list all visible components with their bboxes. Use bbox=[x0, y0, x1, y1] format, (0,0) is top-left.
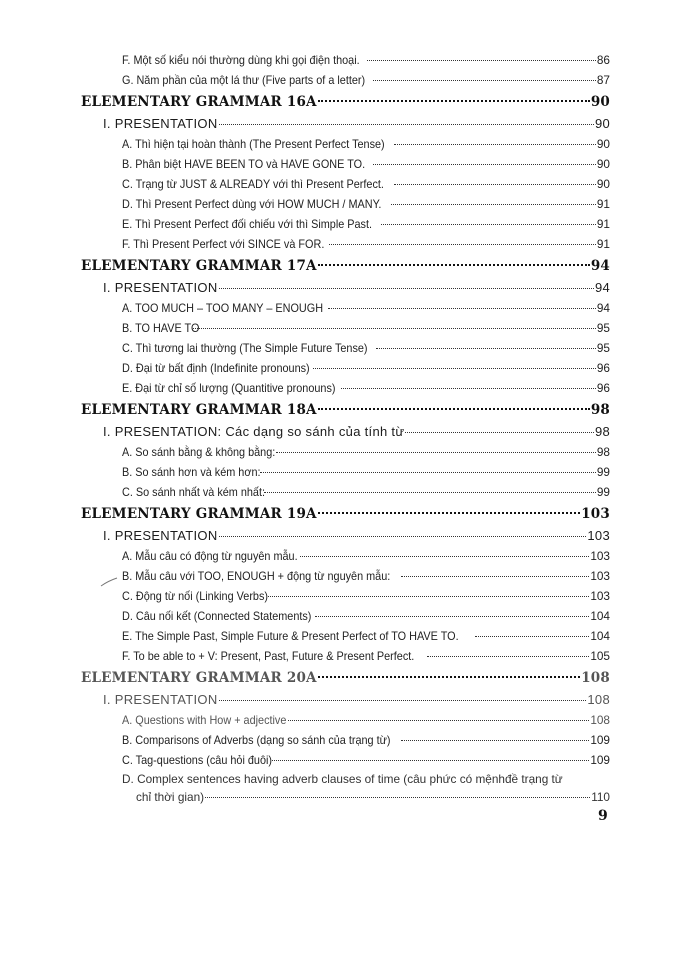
dot-leader bbox=[219, 124, 594, 125]
toc-item-label: B. Phân biệt HAVE BEEN TO và HAVE GONE TO. bbox=[122, 157, 366, 171]
dot-leader bbox=[300, 556, 589, 557]
toc-page-number: 90 bbox=[596, 177, 610, 191]
toc-item-label: C. Thì tương lai thường (The Simple Future Tense) bbox=[122, 341, 368, 355]
toc-item-label: C. Động từ nối (Linking Verbs) bbox=[122, 589, 269, 603]
table-of-contents bbox=[81, 50, 610, 806]
toc-item[interactable] bbox=[81, 586, 610, 606]
toc-page-number: 99 bbox=[596, 485, 610, 499]
toc-page-number: 94 bbox=[596, 301, 610, 315]
toc-item[interactable] bbox=[81, 750, 610, 770]
dot-leader bbox=[475, 636, 589, 637]
toc-page-number: 95 bbox=[596, 321, 610, 335]
toc-page-number: 86 bbox=[596, 53, 610, 67]
toc-item[interactable] bbox=[81, 482, 610, 502]
toc-item-label: F. Một số kiểu nói thường dùng khi gọi điện thoại. bbox=[122, 53, 360, 67]
toc-page-number: 98 bbox=[594, 424, 610, 439]
dot-leader bbox=[318, 676, 580, 678]
toc-item[interactable] bbox=[81, 606, 610, 626]
toc-chapter-heading[interactable] bbox=[81, 666, 610, 690]
dot-leader bbox=[313, 368, 596, 369]
toc-page-number: 108 bbox=[590, 713, 610, 727]
toc-item-label: C. So sánh nhất và kém nhất: bbox=[122, 485, 265, 499]
dot-leader bbox=[381, 224, 596, 225]
dot-leader bbox=[219, 700, 587, 701]
toc-item[interactable] bbox=[81, 566, 610, 586]
dot-leader bbox=[318, 512, 580, 514]
dot-leader bbox=[367, 60, 596, 61]
dot-leader bbox=[193, 328, 596, 329]
dot-leader bbox=[427, 656, 590, 657]
dot-leader bbox=[341, 388, 596, 389]
toc-page-number: 109 bbox=[590, 733, 610, 747]
toc-item-label: C. Tag-questions (câu hỏi đuôi) bbox=[122, 753, 273, 767]
dot-leader bbox=[401, 740, 589, 741]
toc-item[interactable] bbox=[81, 298, 610, 318]
toc-item[interactable] bbox=[81, 174, 610, 194]
toc-item[interactable] bbox=[81, 338, 610, 358]
toc-part[interactable] bbox=[81, 526, 610, 546]
toc-page-number: 99 bbox=[596, 465, 610, 479]
toc-item-label: A. TOO MUCH – TOO MANY – ENOUGH bbox=[122, 301, 324, 315]
dot-leader bbox=[328, 308, 596, 309]
toc-item-label: B. So sánh hơn và kém hơn: bbox=[122, 465, 261, 479]
toc-page-number: 105 bbox=[590, 649, 610, 663]
toc-item-label: D. Đại từ bất định (Indefinite pronouns) bbox=[122, 361, 310, 375]
toc-item[interactable] bbox=[81, 770, 610, 806]
toc-item[interactable] bbox=[81, 442, 610, 462]
toc-page-number: 94 bbox=[594, 280, 610, 295]
toc-item[interactable] bbox=[81, 134, 610, 154]
toc-chapter-heading[interactable] bbox=[81, 254, 610, 278]
dot-leader bbox=[329, 244, 596, 245]
toc-item[interactable] bbox=[81, 626, 610, 646]
toc-part-label: I. PRESENTATION bbox=[103, 528, 218, 543]
toc-item-label: B. TO HAVE TO bbox=[122, 321, 200, 335]
toc-item-label: D. Complex sentences having adverb clauses of time (câu phức có mệnhđề trạng từ bbox=[122, 772, 563, 786]
toc-page-number: 95 bbox=[596, 341, 610, 355]
dot-leader bbox=[376, 348, 596, 349]
toc-item[interactable] bbox=[81, 50, 610, 70]
dot-leader bbox=[405, 432, 594, 433]
toc-part[interactable] bbox=[81, 690, 610, 710]
toc-page-number: 91 bbox=[596, 197, 610, 211]
dot-leader bbox=[315, 616, 589, 617]
toc-page-number: 90 bbox=[590, 94, 610, 110]
toc-item-label: A. Mẫu câu có động từ nguyên mẫu. bbox=[122, 549, 298, 563]
toc-item-label: B. Mẫu câu với TOO, ENOUGH + động từ nguyên mẫu: bbox=[122, 569, 391, 583]
toc-heading-label: ELEMENTARY GRAMMAR 16A bbox=[81, 94, 317, 110]
toc-item-label: D. Câu nối kết (Connected Statements) bbox=[122, 609, 312, 623]
dot-leader bbox=[318, 264, 590, 266]
dot-leader bbox=[373, 164, 596, 165]
dot-leader bbox=[391, 204, 596, 205]
toc-page-number: 91 bbox=[596, 217, 610, 231]
toc-item[interactable] bbox=[81, 730, 610, 750]
toc-item[interactable] bbox=[81, 646, 610, 666]
dot-leader bbox=[318, 408, 590, 410]
dot-leader bbox=[288, 720, 590, 721]
toc-page-number: 104 bbox=[590, 629, 610, 643]
dot-leader bbox=[276, 452, 596, 453]
toc-item-label: B. Comparisons of Adverbs (dạng so sánh của trạng từ) bbox=[122, 733, 391, 747]
toc-page-number: 103 bbox=[590, 569, 610, 583]
toc-item-label: D. Thì Present Perfect dùng với HOW MUCH / MANY. bbox=[122, 197, 382, 211]
toc-item[interactable] bbox=[81, 378, 610, 398]
toc-page-number: 109 bbox=[590, 753, 610, 767]
toc-page-number: 103 bbox=[590, 549, 610, 563]
toc-item-label: F. Thì Present Perfect với SINCE và FOR. bbox=[122, 237, 325, 251]
toc-item-label: A. Thì hiện tại hoàn thành (The Present Perfect Tense) bbox=[122, 137, 385, 151]
toc-item[interactable] bbox=[81, 710, 610, 730]
toc-page-number: 98 bbox=[590, 402, 610, 418]
dot-leader bbox=[219, 288, 594, 289]
toc-heading-label: ELEMENTARY GRAMMAR 19A bbox=[81, 506, 317, 522]
toc-item-label: A. Questions with How + adjective bbox=[122, 713, 287, 727]
dot-leader bbox=[394, 184, 596, 185]
toc-chapter-heading[interactable] bbox=[81, 502, 610, 526]
toc-item[interactable] bbox=[81, 462, 610, 482]
toc-page-number: 110 bbox=[591, 790, 610, 804]
toc-item[interactable] bbox=[81, 234, 610, 254]
toc-item[interactable] bbox=[81, 154, 610, 174]
toc-page-number: 98 bbox=[596, 445, 610, 459]
dot-leader bbox=[268, 596, 590, 597]
toc-item-label: F. To be able to + V: Present, Past, Future & Present Perfect. bbox=[122, 649, 415, 663]
toc-part[interactable] bbox=[81, 278, 610, 298]
toc-page-number: 104 bbox=[590, 609, 610, 623]
toc-chapter-heading[interactable] bbox=[81, 90, 610, 114]
toc-item-label: E. The Simple Past, Simple Future & Present Perfect of TO HAVE TO. bbox=[122, 629, 459, 643]
dot-leader bbox=[260, 472, 596, 473]
dot-leader bbox=[401, 576, 590, 577]
toc-page-number: 96 bbox=[596, 361, 610, 375]
toc-item[interactable] bbox=[81, 194, 610, 214]
toc-item[interactable] bbox=[81, 546, 610, 566]
dot-leader bbox=[318, 100, 590, 102]
toc-page-number: 94 bbox=[590, 258, 610, 274]
toc-page-number: 108 bbox=[581, 670, 610, 686]
toc-part[interactable] bbox=[81, 114, 610, 134]
toc-item-label-continued: chỉ thời gian) bbox=[136, 790, 205, 804]
toc-item-label: E. Đại từ chỉ số lượng (Quantitive pronouns) bbox=[122, 381, 336, 395]
pen-stroke-mark bbox=[100, 577, 118, 587]
toc-chapter-heading[interactable] bbox=[81, 398, 610, 422]
toc-item-label: E. Thì Present Perfect đối chiếu với thì Simple Past. bbox=[122, 217, 373, 231]
toc-heading-label: ELEMENTARY GRAMMAR 18A bbox=[81, 402, 317, 418]
toc-page-number: 90 bbox=[596, 157, 610, 171]
toc-item-label: C. Trạng từ JUST & ALREADY với thì Present Perfect. bbox=[122, 177, 384, 191]
page-number: 9 bbox=[598, 808, 608, 824]
toc-part-label: I. PRESENTATION: Các dạng so sánh của tính từ bbox=[103, 424, 405, 439]
toc-item[interactable] bbox=[81, 214, 610, 234]
toc-page-number: 103 bbox=[587, 528, 610, 543]
toc-page-number: 90 bbox=[594, 116, 610, 131]
toc-part-label: I. PRESENTATION bbox=[103, 692, 218, 707]
toc-item-label: A. So sánh bằng & không bằng: bbox=[122, 445, 276, 459]
toc-part[interactable] bbox=[81, 422, 610, 442]
dot-leader bbox=[394, 144, 595, 145]
toc-item[interactable] bbox=[81, 318, 610, 338]
toc-heading-label: ELEMENTARY GRAMMAR 20A bbox=[81, 670, 317, 686]
toc-page-number: 103 bbox=[590, 589, 610, 603]
toc-page-number: 108 bbox=[587, 692, 610, 707]
toc-page-number: 87 bbox=[596, 73, 610, 87]
toc-heading-label: ELEMENTARY GRAMMAR 17A bbox=[81, 258, 317, 274]
toc-item[interactable] bbox=[81, 358, 610, 378]
toc-item[interactable] bbox=[81, 70, 610, 90]
toc-page-number: 96 bbox=[596, 381, 610, 395]
dot-leader bbox=[373, 80, 596, 81]
dot-leader bbox=[264, 492, 595, 493]
toc-item-label: G. Năm phần của một lá thư (Five parts of a letter) bbox=[122, 73, 366, 87]
dot-leader bbox=[272, 760, 589, 761]
toc-part-label: I. PRESENTATION bbox=[103, 280, 218, 295]
dot-leader bbox=[219, 536, 587, 537]
toc-page-number: 103 bbox=[581, 506, 610, 522]
toc-part-label: I. PRESENTATION bbox=[103, 116, 218, 131]
toc-page-number: 90 bbox=[596, 137, 610, 151]
dot-leader bbox=[205, 797, 590, 798]
toc-page-number: 91 bbox=[596, 237, 610, 251]
